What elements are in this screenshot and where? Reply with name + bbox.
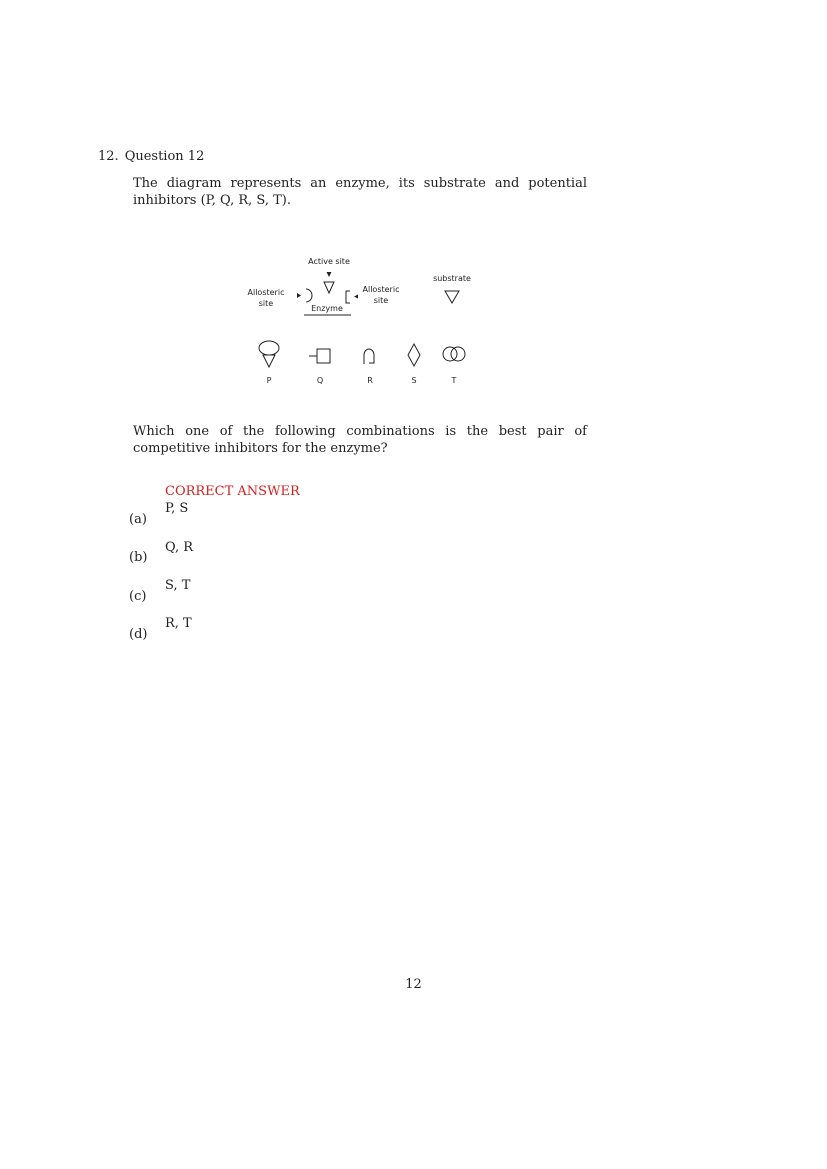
enzyme-diagram — [240, 252, 480, 392]
option-b-text[interactable]: Q, R — [165, 540, 194, 555]
allosteric-left-notch — [306, 289, 312, 302]
allosteric-left-label-line2: site — [258, 299, 274, 308]
inhibitor-s-label: S — [411, 376, 417, 385]
allosteric-right-notch — [346, 291, 350, 303]
allosteric-left-label-line1: Allosteric — [247, 288, 285, 297]
option-b-label[interactable]: (b) — [129, 550, 148, 565]
inhibitor-r-label: R — [367, 376, 373, 385]
inhibitor-t-label: T — [451, 376, 457, 385]
enzyme-label: Enzyme — [311, 304, 343, 313]
active-site-arrow — [327, 272, 332, 277]
inhibitor-q-box — [317, 349, 330, 363]
option-c-label[interactable]: (c) — [129, 589, 147, 604]
allosteric-right-label-line1: Allosteric — [362, 285, 400, 294]
question-stem: The diagram represents an enzyme, its substrate and potential inhibitors (P, Q, R, S, T). — [133, 176, 587, 208]
question-number: 12. — [98, 149, 119, 164]
substrate-label: substrate — [433, 274, 471, 283]
inhibitor-p-triangle — [263, 355, 275, 367]
option-d-label[interactable]: (d) — [129, 627, 148, 642]
allosteric-left-arrow — [297, 293, 301, 298]
inhibitor-q-label: Q — [316, 376, 324, 385]
question-prompt: Which one of the following combinations is the best pair of competitive inhibitors for the enzyme? — [133, 424, 587, 456]
option-c-text[interactable]: S, T — [165, 578, 191, 593]
active-site-notch — [324, 282, 334, 293]
page-number: 12 — [405, 977, 422, 992]
inhibitor-s-diamond — [408, 344, 420, 366]
option-a-label[interactable]: (a) — [129, 512, 147, 527]
allosteric-right-arrow — [354, 295, 358, 299]
option-a-text[interactable]: P, S — [165, 501, 189, 516]
option-d-text[interactable]: R, T — [165, 616, 192, 631]
inhibitor-p-circle — [259, 341, 279, 355]
question-heading — [98, 148, 204, 165]
inhibitor-r-shape — [364, 349, 374, 364]
substrate-shape — [445, 291, 459, 303]
inhibitor-t-circle-right — [451, 347, 465, 361]
active-site-label: Active site — [308, 257, 350, 266]
correct-answer-label: CORRECT ANSWER — [165, 484, 300, 499]
inhibitor-p-label: P — [266, 376, 272, 385]
inhibitor-t-circle-left — [443, 347, 457, 361]
enzyme-diagram-svg — [240, 252, 480, 392]
allosteric-right-label-line2: site — [373, 296, 389, 305]
question-title: Question 12 — [124, 149, 205, 164]
